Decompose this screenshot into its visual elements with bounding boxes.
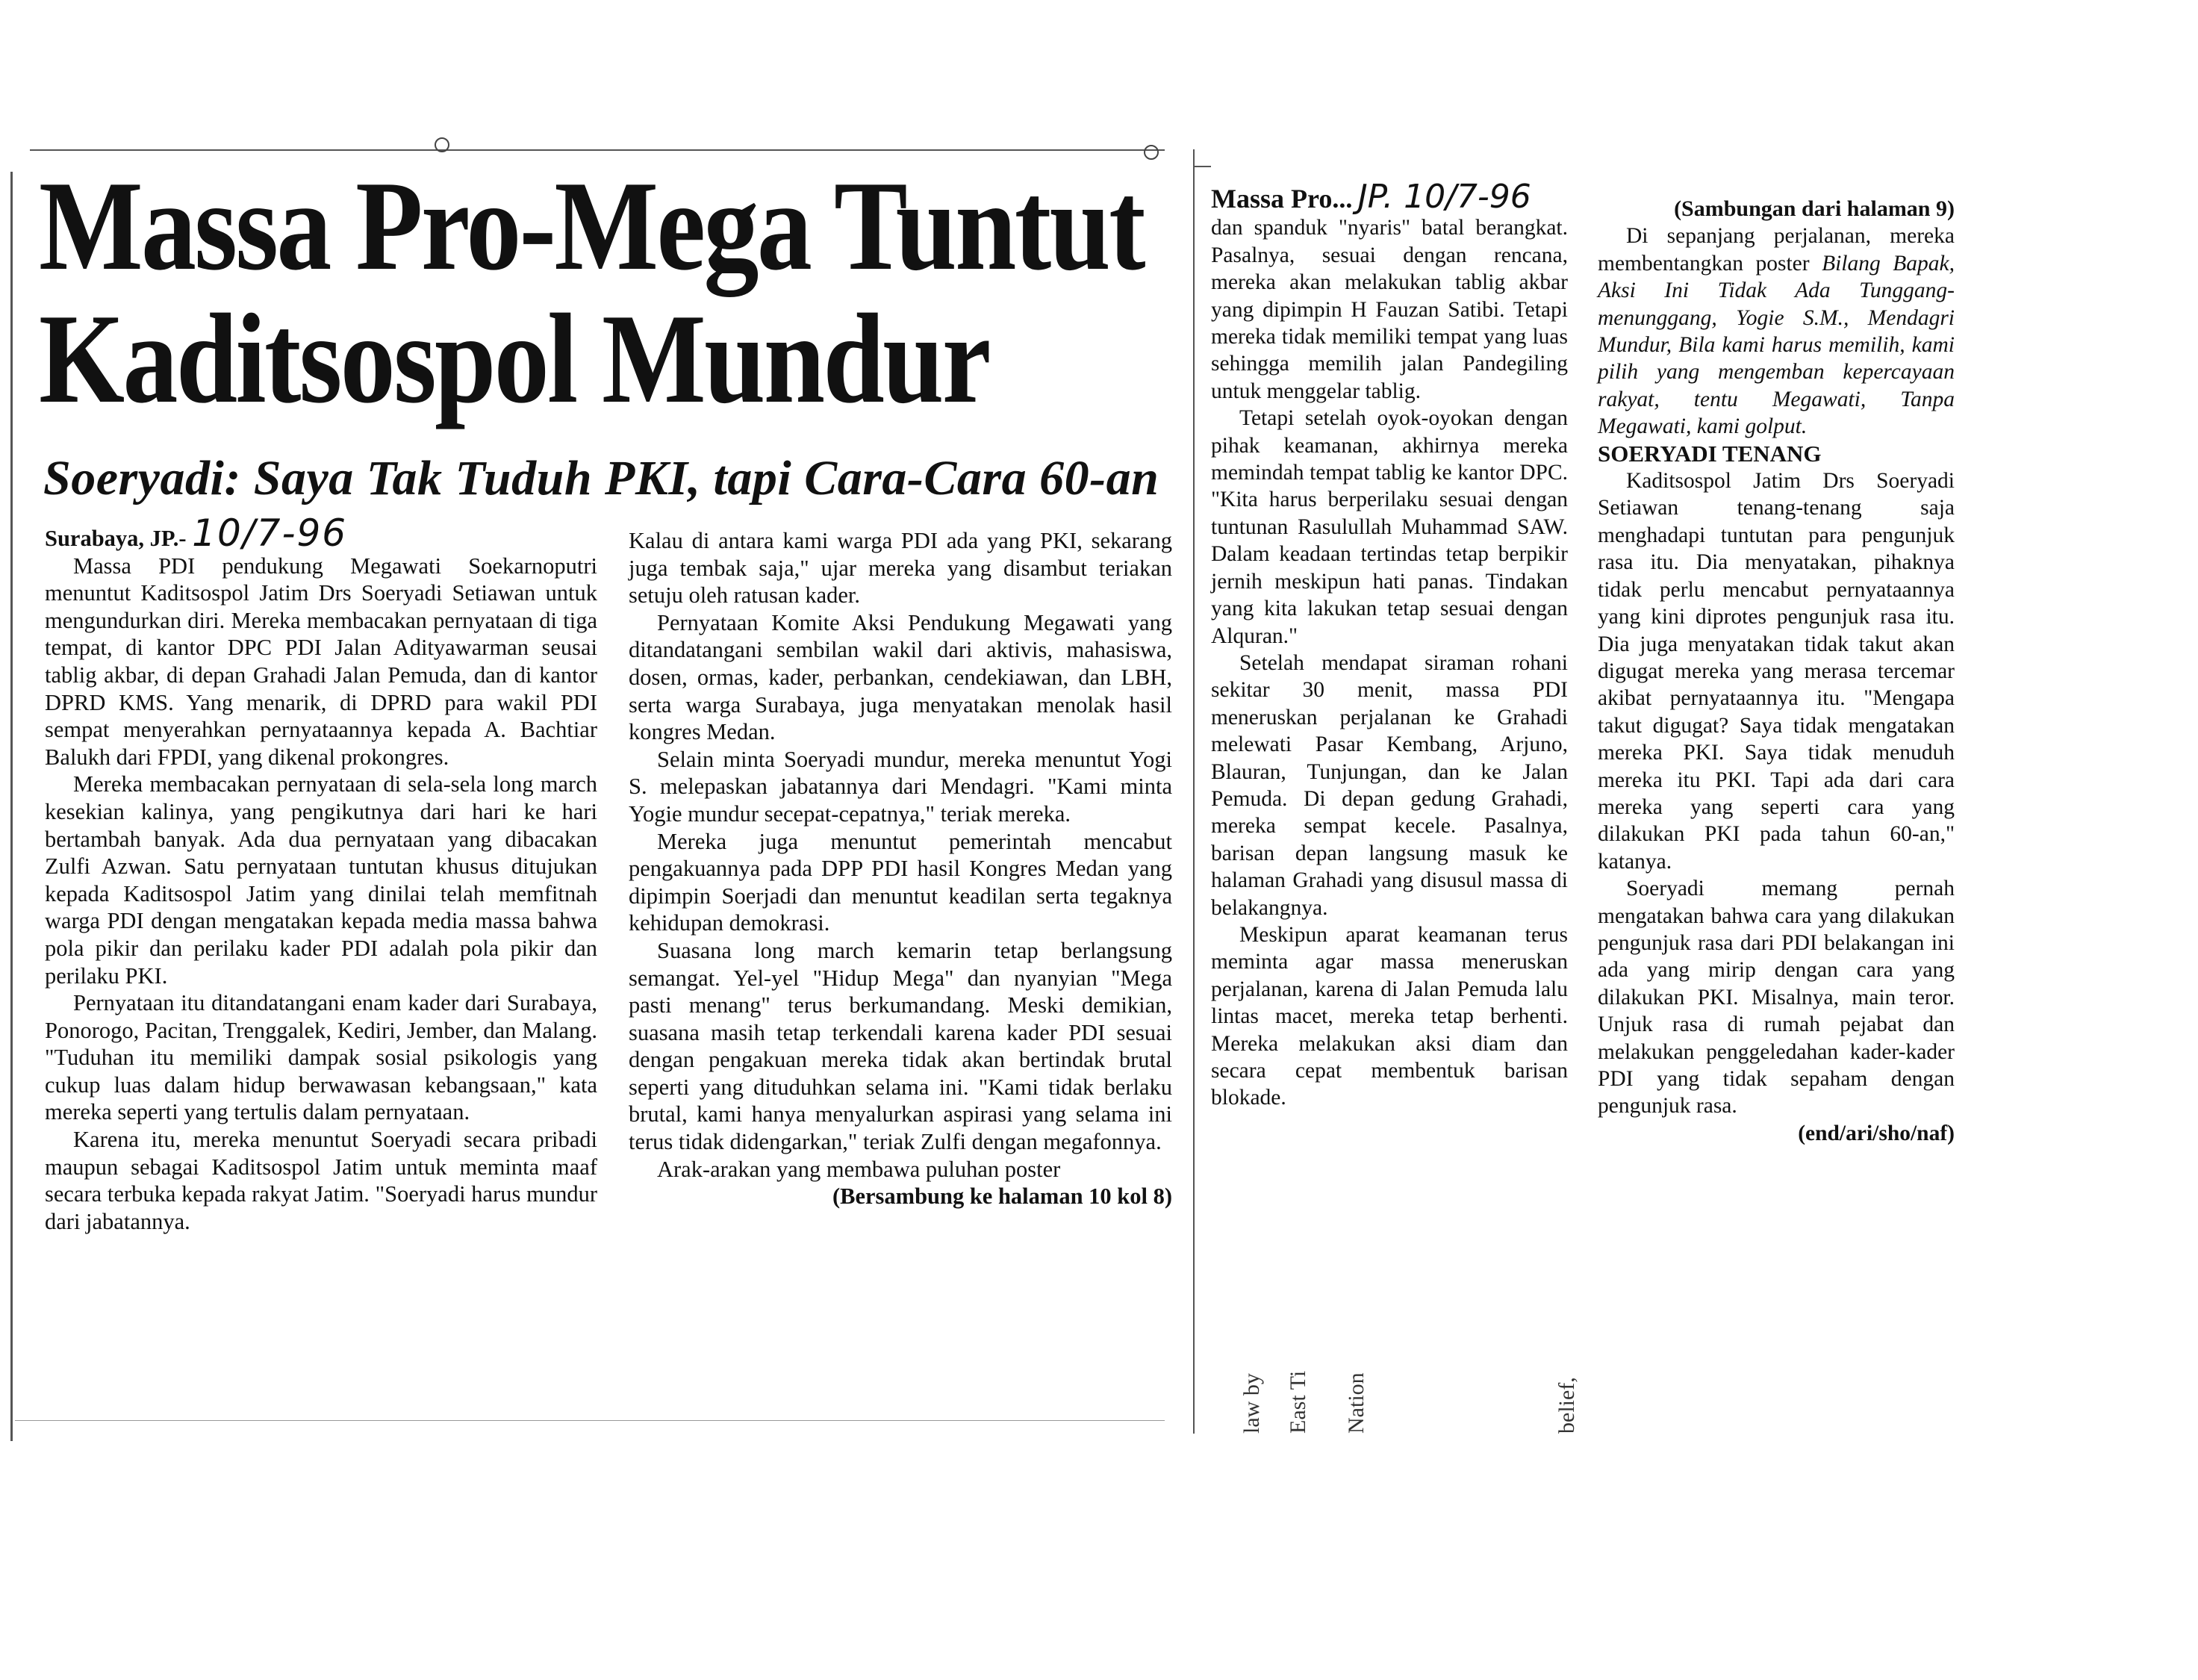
- paragraph: Kaditsospol Jatim Drs Soeryadi Setiawan tenang-tenang saja menghadapi tuntutan para pengunjuk rasa itu. Dia menyatakan, pihaknya tidak perlu mencabut pernyataannya yang kini diprotes pengunjuk rasa itu. Dia juga menyatakan tidak takut akan digugat mereka yang merasa tercemar akibat pernyataannya itu. "Mengapa takut digugat? Saya tidak mengatakan mereka PKI. Saya tidak menuduh mereka itu PKI. Tapi ada dari cara mereka yang seperti cara yang dilakukan PKI pada tahun 60-an," katanya.: [1598, 469, 1955, 874]
- paragraph: Arak-arakan yang membawa puluhan poster: [657, 1156, 1061, 1182]
- poster-paragraph: [1598, 223, 1955, 440]
- continued-to: (Bersambung ke halaman 10 kol 8): [832, 1183, 1172, 1210]
- poster-intro: Di sepanjang perjalanan, mereka membentangkan poster: [1598, 224, 1955, 276]
- dateline-row: [45, 511, 597, 555]
- subheadline: Soeryadi: Saya Tak Tuduh PKI, tapi Cara-Cara 60-an: [43, 451, 1159, 505]
- left-border: [10, 172, 13, 1441]
- continuation-title: Massa Pro...: [1211, 184, 1353, 214]
- edge-fragment: law by: [1239, 1373, 1264, 1434]
- article-column-2: [629, 527, 1172, 1210]
- edge-fragment: Nation: [1344, 1372, 1369, 1434]
- paragraph: Massa PDI pendukung Megawati Soekarnoputri menuntut Kaditsospol Jatim Drs Soeryadi Setiawan untuk mengundurkan diri. Mereka membacakan pernyataan di tiga tempat, di kantor DPC PDI Jalan Adityawarman seusai tablig akbar, di depan Grahadi Jalan Pemuda, dan di kantor DPRD KMS. Yang menarik, di DPRD para wakil PDI sempat menyerahkan pernyataannya kepada A. Bachtiar Balukh dari FPDI, yang dikenal prokongres.: [45, 553, 597, 770]
- paragraph: Suasana long march kemarin tetap berlangsung semangat. Yel-yel "Hidup Mega" dan nyanyian "Mega pasti menang" terus berkumandang. Meski demikian, suasana masih tetap terkendali karena kader PDI sesuai dengan pengakuan mereka tidak akan bertindak brutal seperti yang dituduhkan selama ini. "Kami tidak berlaku brutal, kami hanya menyalurkan aspirasi yang selama ini terus tidak didengarkan," teriak Zulfi dengan megafonnya.: [629, 937, 1172, 1155]
- paragraph: Pernyataan Komite Aksi Pendukung Megawati yang ditandatangani sembilan wakil dari aktivis, mahasiswa, dosen, ormas, kader, perbankan, cendekiawan, dan LBH, serta warga Surabaya, juga menyatakan menolak hasil kongres Medan.: [629, 609, 1172, 745]
- dateline: Surabaya, JP.-: [45, 526, 187, 551]
- binder-hole-2: [1144, 145, 1159, 160]
- paragraph: Meskipun aparat keamanan terus meminta agar massa meneruskan perjalanan, karena di Jalan Pemuda lalu lintas macet, mereka tetap berhenti. Mereka melakukan aksi diam dan secara cepat membentuk barisan blokade.: [1211, 922, 1568, 1110]
- paragraph: Mereka membacakan pernyataan di sela-sela long march kesekian kalinya, yang pengikutnya dari hari ke hari bertambah banyak. Ada dua pernyataan yang dibacakan Zulfi Azwan. Satu pernyataan tuntutan khusus ditujukan kepada Kaditsospol Jatim yang dinilai telah memfitnah warga PDI dengan mengatakan kepada media massa bahwa pola pikir dan perilaku kader PDI adalah pola pikir dan perilaku PKI.: [45, 771, 597, 989]
- headline-line-1: Massa Pro-Mega Tuntut: [39, 155, 1144, 297]
- headline-line-2: Kaditsospol Mundur: [39, 288, 989, 430]
- paragraph: Mereka juga menuntut pemerintah mencabut pengakuannya pada DPP PDI hasil Kongres Medan yang dipimpin Soerjadi dan menuntut keadilan serta tegaknya kehidupan demokrasi.: [629, 828, 1172, 936]
- edge-fragment: belief,: [1554, 1377, 1579, 1434]
- paragraph: Karena itu, mereka menuntut Soeryadi secara pribadi maupun sebagai Kaditsospol Jatim untuk meminta maaf secara terbuka kepada rakyat Jatim. "Soeryadi harus mundur dari jabatannya.: [45, 1127, 597, 1234]
- continuation-column-4: [1598, 196, 1955, 1147]
- paragraph: Kalau di antara kami warga PDI ada yang PKI, sekarang juga tembak saja," ujar mereka yang disambut teriakan setuju oleh ratusan kader.: [629, 528, 1172, 609]
- edge-fragment: East Ti: [1286, 1370, 1310, 1434]
- paragraph: Tetapi setelah oyok-oyokan dengan pihak keamanan, akhirnya mereka memindah tempat tablig ke kantor DPC. "Kita harus berperilaku sesuai dengan tuntunan Rasulullah Muhammad SAW. Dalam keadaan tertindas tetap berpikir jernih meskipun hati panas. Tindakan yang kita lakukan tetap sesuai dengan Alquran.": [1211, 406, 1568, 648]
- paragraph: Setelah mendapat siraman rohani sekitar 30 menit, massa PDI meneruskan perjalanan ke Grahadi melewati Pasar Kembang, Arjuno, Blauran, Tunjungan, dan ke Jalan Pemuda. Di depan gedung Grahadi, mereka sempat kecele. Pasalnya, barisan depan langsung masuk ke halaman Grahadi yang disusul massa di belakangnya.: [1211, 650, 1568, 920]
- paragraph: Pernyataan itu ditandatangani enam kader dari Surabaya, Ponorogo, Pacitan, Trenggalek, Kediri, Jember, dan Malang. "Tuduhan itu memiliki dampak sosial psikologis yang cukup luas dalam hidup berwawasan kebangsaan," kata mereka seperti yang tertulis dalam pernyataan.: [45, 990, 597, 1125]
- continuation-header: [1211, 178, 1568, 216]
- handwritten-date: 10/7-96: [192, 511, 348, 555]
- section-subtitle: SOERYADI TENANG: [1598, 440, 1822, 467]
- binder-hole-1: [435, 137, 449, 152]
- signoff: (end/ari/sho/naf): [1798, 1121, 1955, 1145]
- continuation-handwritten-date: JP. 10/7-96: [1357, 178, 1531, 216]
- top-rule: [30, 149, 1165, 151]
- column-divider: [1193, 149, 1195, 1434]
- continuation-tick: [1193, 166, 1211, 167]
- paragraph: dan spanduk "nyaris" batal berangkat. Pasalnya, sesuai dengan rencana, mereka akan melakukan tablig akbar yang dipimpin H Fauzan Satibi. Tetapi mereka tidak memiliki tempat yang luas sehingga memilih jalan Pandegiling untuk menggelar tablig.: [1211, 216, 1568, 403]
- headline: [39, 155, 1144, 430]
- from-reference: (Sambungan dari halaman 9): [1674, 196, 1955, 221]
- bottom-rule: [15, 1420, 1165, 1421]
- article-column-1: [45, 511, 597, 1235]
- poster-slogans: Bilang Bapak, Aksi Ini Tidak Ada Tunggang-menunggang, Yogie S.M., Mendagri Mundur, Bila kami harus memilih, kami pilih yang mengemban kepercayaan rakyat, tentu Megawati, Tanpa Megawati, kami golput.: [1598, 251, 1955, 439]
- paragraph: Soeryadi memang pernah mengatakan bahwa cara yang dilakukan pengunjuk rasa dari PDI belakangan ini ada yang mirip dengan cara yang dilakukan PKI. Misalnya, main teror. Unjuk rasa di rumah pejabat dan melakukan penggeledahan kader-kader PDI yang tidak sepaham dengan pengunjuk rasa.: [1598, 877, 1955, 1119]
- continuation-column-3: [1211, 178, 1568, 1112]
- paragraph: Selain minta Soeryadi mundur, mereka menuntut Yogi S. melepaskan jabatannya dari Mendagri. "Kami minta Yogie mundur secepat-cepatnya," teriak mereka.: [629, 746, 1172, 827]
